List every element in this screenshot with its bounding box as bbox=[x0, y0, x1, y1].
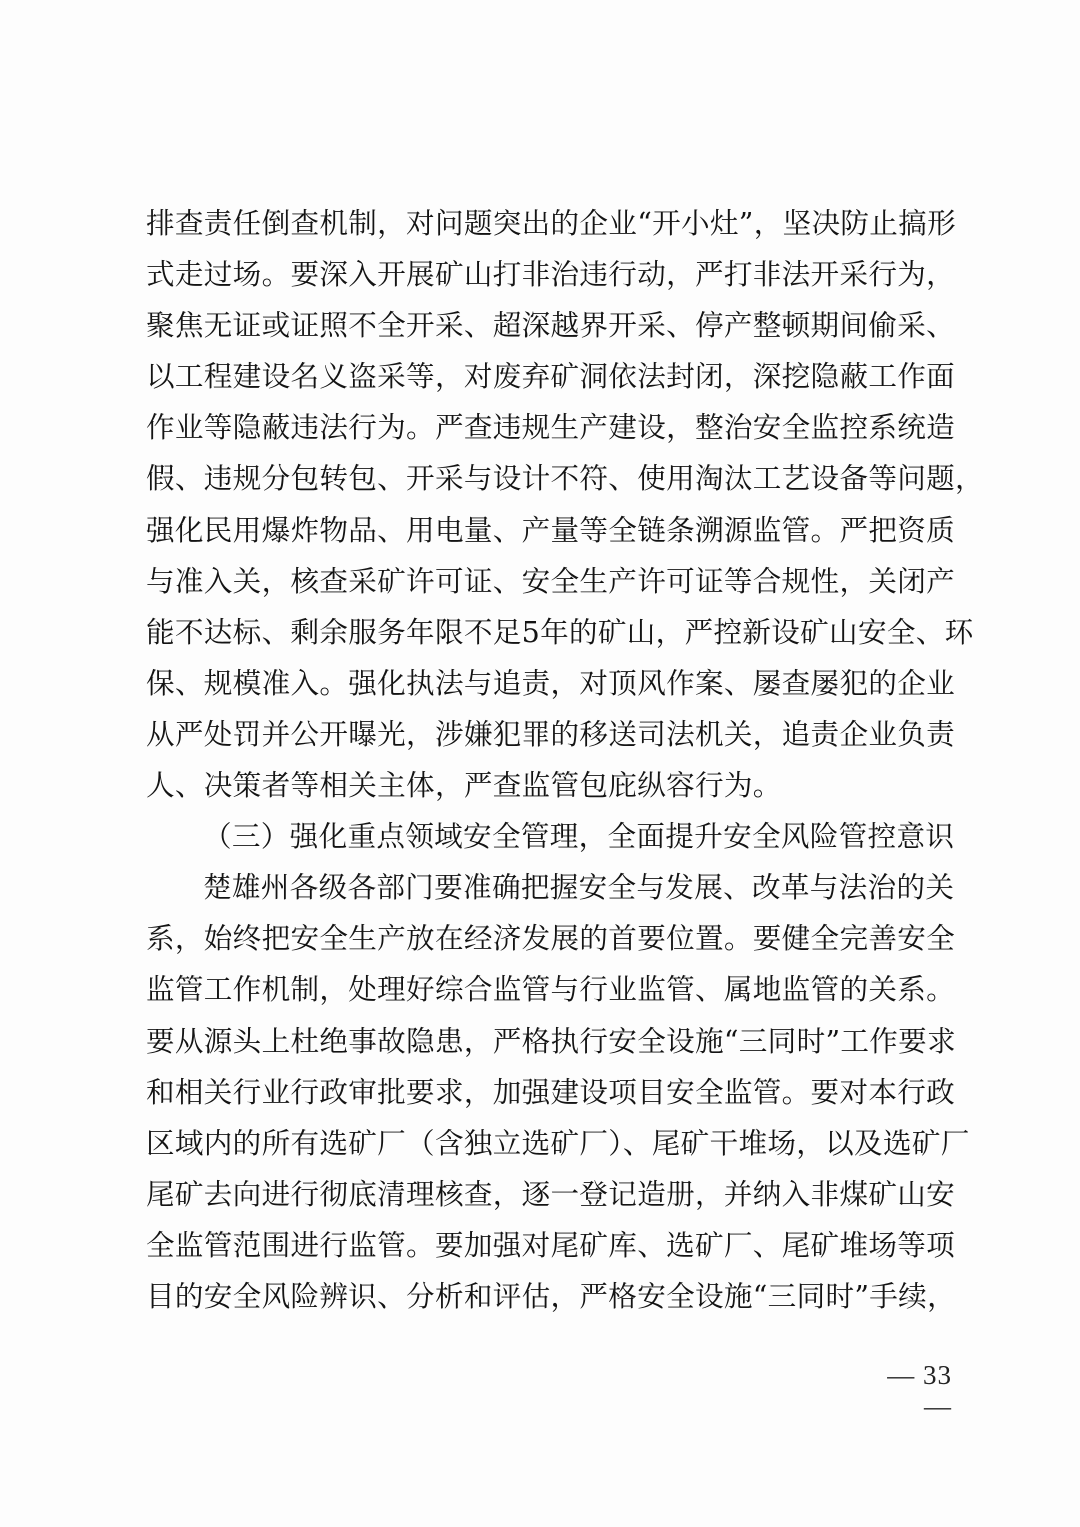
text-line: 区域内的所有选矿厂（含独立选矿厂）、尾矿干堆场，以及选矿厂 bbox=[146, 1125, 970, 1160]
text-line: 尾矿去向进行彻底清理核查，逐一登记造册，并纳入非煤矿山安 bbox=[146, 1176, 956, 1211]
text-line: 监管工作机制，处理好综合监管与行业监管、属地监管的关系。 bbox=[146, 972, 956, 1007]
text-line: 能不达标、剩余服务年限不足5年的矿山，严控新设矿山安全、环 bbox=[146, 614, 974, 649]
section-heading: （三）强化重点领域安全管理，全面提升安全风险管控意识 bbox=[203, 819, 955, 854]
text-line: 排查责任倒查机制，对问题突出的企业“开小灶”，坚决防止搞形 bbox=[146, 206, 956, 240]
body-text bbox=[146, 198, 984, 1322]
text-line: 保、规模准入。强化执法与追责，对顶风作案、屡查屡犯的企业 bbox=[146, 665, 956, 700]
text-line: 和相关行业行政审批要求，加强建设项目安全监管。要对本行政 bbox=[146, 1074, 956, 1109]
text-line: 目的安全风险辨识、分析和评估，严格安全设施“三同时”手续， bbox=[146, 1278, 956, 1313]
text-line: 要从源头上杜绝事故隐患，严格执行安全设施“三同时”工作要求 bbox=[146, 1023, 956, 1058]
text-line: 系，始终把安全生产放在经济发展的首要位置。要健全完善安全 bbox=[146, 921, 956, 956]
page-number: — 33 — bbox=[887, 1360, 952, 1421]
text-line: 强化民用爆炸物品、用电量、产量等全链条溯源监管。严把资质 bbox=[146, 512, 956, 547]
text-line: 与准入关，核查采矿许可证、安全生产许可证等合规性，关闭产 bbox=[146, 563, 956, 598]
text-line: 假、违规分包转包、开采与设计不符、使用淘汰工艺设备等问题， bbox=[146, 461, 984, 496]
text-line: 全监管范围进行监管。要加强对尾矿库、选矿厂、尾矿堆场等项 bbox=[146, 1227, 956, 1262]
text-line: 人、决策者等相关主体，严查监管包庇纵容行为。 bbox=[146, 768, 782, 803]
text-line: 从严处罚并公开曝光，涉嫌犯罪的移送司法机关，追责企业负责 bbox=[146, 716, 956, 751]
text-line: 式走过场。要深入开展矿山打非治违行动，严打非法开采行为， bbox=[146, 257, 956, 292]
text-line: 聚焦无证或证照不全开采、超深越界开采、停产整顿期间偷采、 bbox=[146, 308, 956, 343]
text-line: 以工程建设名义盗采等，对废弃矿洞依法封闭，深挖隐蔽工作面 bbox=[146, 359, 956, 394]
text-line: 作业等隐蔽违法行为。严查违规生产建设，整治安全监控系统造 bbox=[146, 410, 956, 445]
text-line: 楚雄州各级各部门要准确把握安全与发展、改革与法治的关 bbox=[203, 870, 955, 905]
